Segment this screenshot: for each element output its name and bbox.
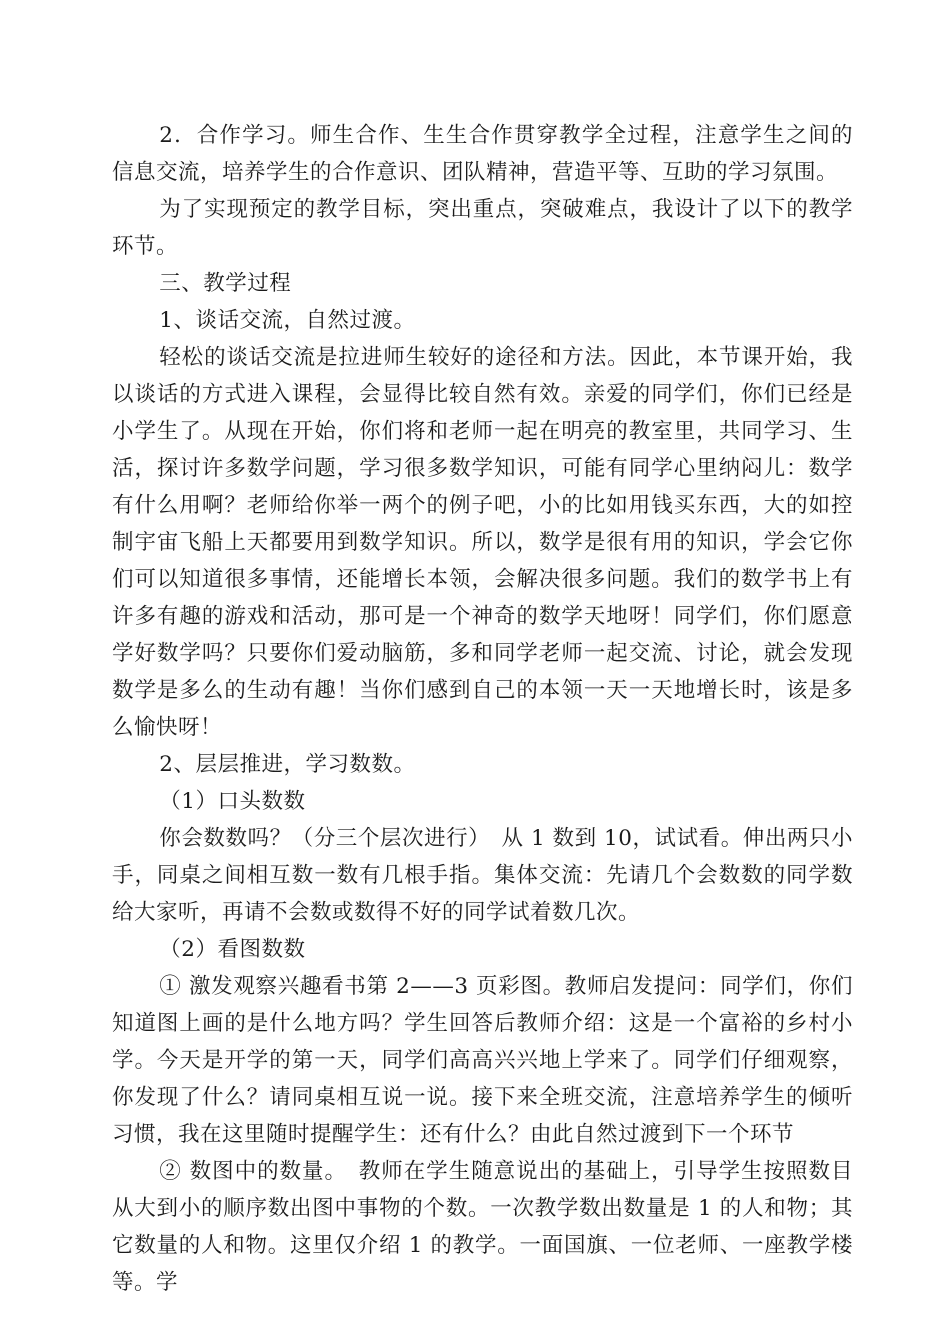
paragraph-count-quantities: ② 数图中的数量。 教师在学生随意说出的基础上，引导学生按照数目从大到小的顺序数出图中事物的个数。一次教学数出数量是 1 的人和物；其它数量的人和物。这里仅介绍 1 的教学。一面国旗、一位老师、一座教学楼等。学 xyxy=(112,1159,853,1295)
heading-step1-conversation: 1、谈话交流，自然过渡。 xyxy=(159,308,416,333)
paragraph-conversation-body: 轻松的谈话交流是拉进师生较好的途径和方法。因此，本节课开始，我以谈话的方式进入课程，会显得比较自然有效。亲爱的同学们，你们已经是小学生了。从现在开始，你们将和老师一起在明亮的教室里，共同学习、生活，探讨许多数学问题，学习很多数学知识，可能有同学心里纳闷儿：数学有什么用啊？老师给你举一两个的例子吧，小的比如用钱买东西，大的如控制宇宙飞船上天都要用到数学知识。所以，数学是很有用的知识，学会它你们可以知道很多事情，还能增长本领，会解决很多问题。我们的数学书上有许多有趣的游戏和活动，那可是一个神奇的数学天地呀！同学们，你们愿意学好数学吗？只要你们爱动脑筋，多和同学老师一起交流、讨论，就会发现数学是多么的生动有趣！当你们感到自己的本领一天一天地增长时，该是多么愉快呀！ xyxy=(112,345,853,740)
paragraph-goal-intro: 为了实现预定的教学目标，突出重点，突破难点，我设计了以下的教学环节。 xyxy=(112,197,853,259)
heading-oral-counting: （1）口头数数 xyxy=(159,789,306,814)
heading-step2-counting: 2、层层推进，学习数数。 xyxy=(159,752,416,777)
paragraph-cooperative-learning: 2．合作学习。师生合作、生生合作贯穿教学全过程，注意学生之间的信息交流，培养学生的合作意识、团队精神，营造平等、互助的学习氛围。 xyxy=(112,123,853,185)
paragraph-oral-counting-body: 你会数数吗？（分三个层次进行） 从 1 数到 10，试试看。伸出两只小手，同桌之间相互数一数有几根手指。集体交流：先请几个会数数的同学数给大家听，再请不会数或数得不好的同学试着数几次。 xyxy=(112,826,853,925)
paragraph-picture-observation: ① 激发观察兴趣看书第 2——3 页彩图。教师启发提问：同学们，你们知道图上画的是什么地方吗？学生回答后教师介绍：这是一个富裕的乡村小学。今天是开学的第一天，同学们高高兴兴地上学来了。同学们仔细观察，你发现了什么？请同桌相互说一说。接下来全班交流，注意培养学生的倾听习惯，我在这里随时提醒学生：还有什么？由此自然过渡到下一个环节 xyxy=(112,974,853,1147)
heading-picture-counting: （2）看图数数 xyxy=(159,937,306,962)
heading-teaching-process: 三、教学过程 xyxy=(159,271,292,296)
